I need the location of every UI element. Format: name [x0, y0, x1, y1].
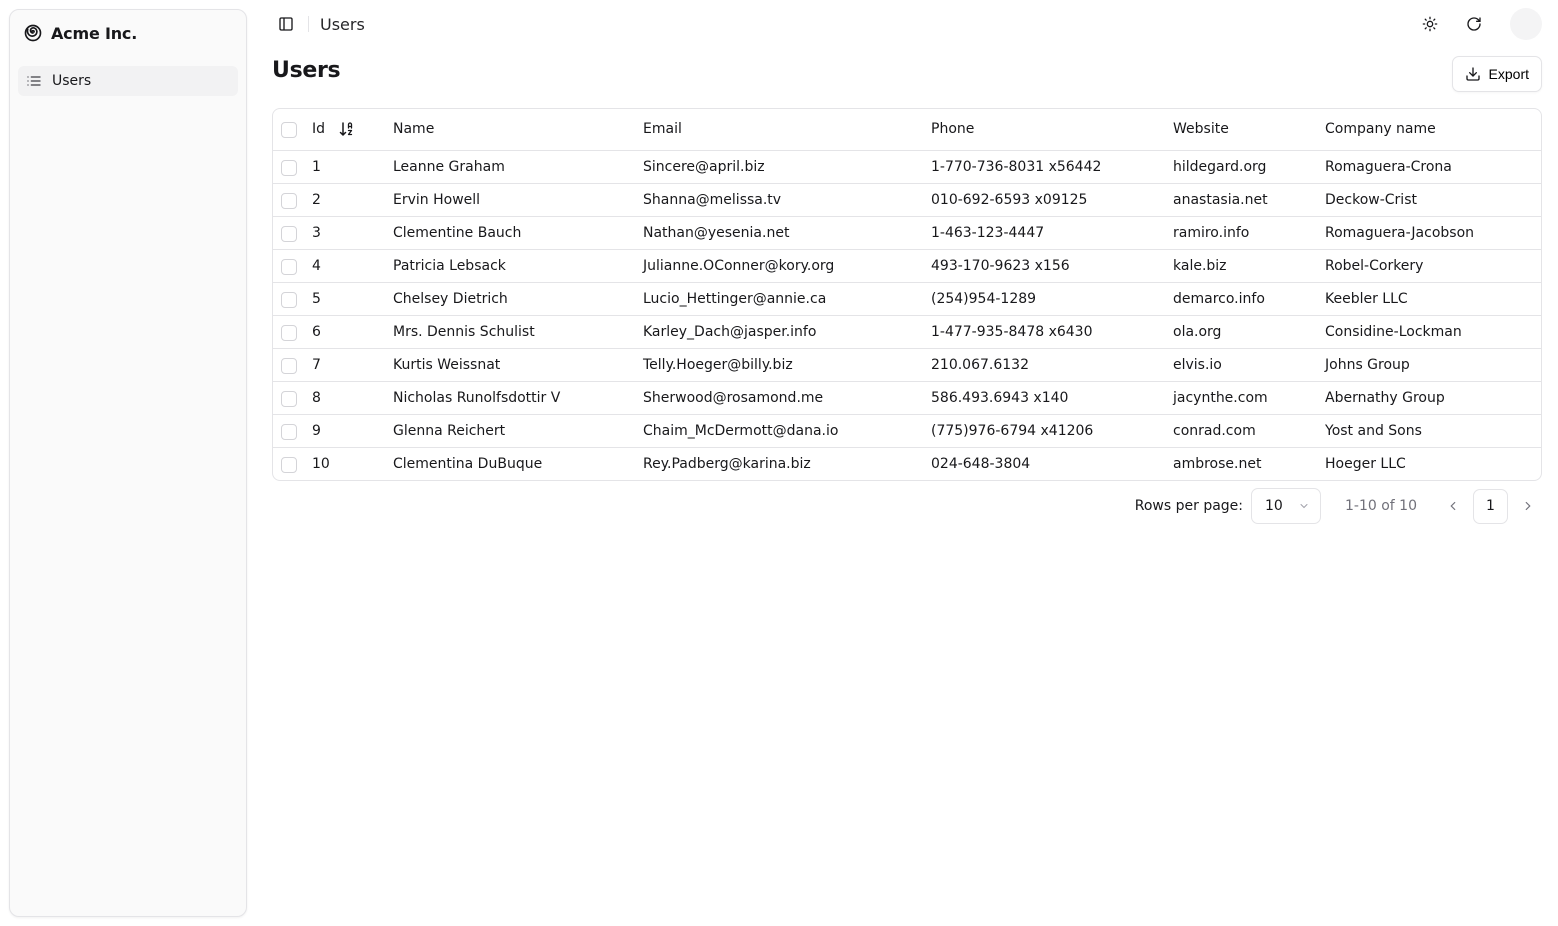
avatar[interactable] [1510, 8, 1542, 40]
cell-name: Patricia Lebsack [393, 257, 506, 274]
topbar-actions [1416, 8, 1542, 40]
cell-id: 9 [312, 422, 321, 439]
cell-website: demarco.info [1173, 290, 1265, 307]
download-icon [1465, 66, 1481, 82]
topbar [272, 8, 1542, 40]
breadcrumb: Users [320, 14, 365, 34]
cell-phone: 1-477-935-8478 x6430 [931, 323, 1093, 340]
previous-page-button[interactable] [1439, 492, 1467, 520]
cell-name: Leanne Graham [393, 158, 505, 175]
cell-phone: 586.493.6943 x140 [931, 389, 1069, 406]
cell-email: Rey.Padberg@karina.biz [643, 455, 811, 472]
theme-toggle-button[interactable] [1416, 10, 1444, 38]
cell-phone: 024-648-3804 [931, 455, 1031, 472]
sidebar-toggle-button[interactable] [272, 10, 300, 38]
rows-per-page-label: Rows per page: [1134, 498, 1244, 514]
cell-email: Telly.Hoeger@billy.biz [643, 356, 793, 373]
sidebar-item-label: Users [52, 73, 92, 89]
column-header-name[interactable]: Name [393, 121, 435, 138]
cell-website: ola.org [1173, 323, 1222, 340]
cell-phone: 1-770-736-8031 x56442 [931, 158, 1102, 175]
cell-name: Chelsey Dietrich [393, 290, 508, 307]
users-table [272, 108, 1542, 481]
table-header-row [273, 109, 1541, 150]
cell-website: ambrose.net [1173, 455, 1262, 472]
table-row[interactable] [273, 315, 1541, 348]
cell-phone: (254)954-1289 [931, 290, 1037, 307]
table-row[interactable] [273, 249, 1541, 282]
table-row[interactable] [273, 348, 1541, 381]
cell-company: Robel-Corkery [1325, 257, 1424, 274]
brand-name: Acme Inc. [51, 23, 138, 43]
export-button[interactable] [1452, 56, 1542, 92]
row-checkbox[interactable] [281, 424, 297, 440]
cell-company: Keebler LLC [1325, 290, 1408, 307]
sidebar-item-users[interactable] [18, 66, 238, 96]
cell-email: Shanna@melissa.tv [643, 191, 782, 208]
cell-phone: (775)976-6794 x41206 [931, 422, 1094, 439]
cell-company: Considine-Lockman [1325, 323, 1462, 340]
sidebar-nav [10, 66, 246, 96]
cell-id: 4 [312, 257, 321, 274]
refresh-button[interactable] [1460, 10, 1488, 38]
pagination [1135, 488, 1542, 524]
cell-phone: 493-170-9623 x156 [931, 257, 1070, 274]
column-header-phone[interactable]: Phone [931, 121, 975, 138]
cell-website: conrad.com [1173, 422, 1256, 439]
table-row[interactable] [273, 150, 1541, 183]
sun-icon [1422, 16, 1438, 32]
cell-email: Julianne.OConner@kory.org [643, 257, 835, 274]
cell-id: 1 [312, 158, 321, 175]
cell-email: Chaim_McDermott@dana.io [643, 422, 839, 439]
rows-per-page-select[interactable] [1251, 488, 1321, 524]
cell-company: Johns Group [1325, 356, 1410, 373]
rows-per-page-value: 10 [1265, 498, 1283, 514]
cell-company: Hoeger LLC [1325, 455, 1406, 472]
refresh-icon [1466, 16, 1482, 32]
brand [10, 10, 246, 56]
row-checkbox[interactable] [281, 160, 297, 176]
cell-name: Clementine Bauch [393, 224, 522, 241]
cell-name: Ervin Howell [393, 191, 481, 208]
sort-ascending-icon[interactable] [339, 121, 355, 137]
cell-id: 5 [312, 290, 321, 307]
column-header-email[interactable]: Email [643, 121, 682, 138]
column-header-id[interactable] [306, 109, 393, 150]
table-row[interactable] [273, 381, 1541, 414]
export-label: Export [1488, 66, 1529, 82]
cell-name: Glenna Reichert [393, 422, 506, 439]
cell-website: ramiro.info [1173, 224, 1250, 241]
cell-name: Clementina DuBuque [393, 455, 543, 472]
select-all-checkbox[interactable] [281, 122, 297, 138]
cell-email: Lucio_Hettinger@annie.ca [643, 290, 827, 307]
page-title: Users [272, 58, 341, 83]
chevron-down-icon [1298, 500, 1310, 512]
cell-id: 6 [312, 323, 321, 340]
cell-company: Abernathy Group [1325, 389, 1445, 406]
table-row[interactable] [273, 414, 1541, 447]
cell-website: elvis.io [1173, 356, 1222, 373]
cell-id: 2 [312, 191, 321, 208]
cell-name: Nicholas Runolfsdottir V [393, 389, 561, 406]
table-row[interactable] [273, 282, 1541, 315]
cell-website: hildegard.org [1173, 158, 1267, 175]
row-checkbox[interactable] [281, 325, 297, 341]
row-checkbox[interactable] [281, 358, 297, 374]
cell-phone: 1-463-123-4447 [931, 224, 1045, 241]
sidebar [9, 9, 247, 917]
row-checkbox[interactable] [281, 259, 297, 275]
cell-name: Kurtis Weissnat [393, 356, 501, 373]
cell-id: 8 [312, 389, 321, 406]
cell-company: Romaguera-Crona [1325, 158, 1452, 175]
cell-id: 10 [312, 455, 330, 472]
cell-company: Yost and Sons [1325, 422, 1422, 439]
cell-phone: 010-692-6593 x09125 [931, 191, 1088, 208]
chevron-left-icon [1446, 499, 1460, 513]
sidebar-toggle-icon [278, 16, 294, 32]
row-checkbox[interactable] [281, 457, 297, 473]
row-checkbox[interactable] [281, 391, 297, 407]
column-label: Id [312, 121, 326, 138]
column-header-company[interactable]: Company name [1325, 121, 1436, 138]
table-row[interactable] [273, 216, 1541, 249]
next-page-button[interactable] [1514, 492, 1542, 520]
cell-name: Mrs. Dennis Schulist [393, 323, 535, 340]
table-row[interactable] [273, 447, 1541, 480]
table-row[interactable] [273, 183, 1541, 216]
cell-phone: 210.067.6132 [931, 356, 1029, 373]
cell-id: 3 [312, 224, 321, 241]
page-button-current[interactable]: 1 [1473, 489, 1508, 524]
cell-email: Sherwood@rosamond.me [643, 389, 824, 406]
row-checkbox[interactable] [281, 193, 297, 209]
cell-website: kale.biz [1173, 257, 1227, 274]
cell-company: Romaguera-Jacobson [1325, 224, 1475, 241]
cell-company: Deckow-Crist [1325, 191, 1417, 208]
row-checkbox[interactable] [281, 292, 297, 308]
cell-email: Nathan@yesenia.net [643, 224, 790, 241]
column-header-website[interactable]: Website [1173, 121, 1229, 138]
cell-email: Sincere@april.biz [643, 158, 765, 175]
cell-website: anastasia.net [1173, 191, 1268, 208]
breadcrumb-divider [308, 16, 309, 32]
list-icon [26, 73, 42, 89]
spiral-logo-icon [24, 24, 42, 42]
page-range: 1-10 of 10 [1345, 498, 1417, 514]
cell-email: Karley_Dach@jasper.info [643, 323, 817, 340]
chevron-right-icon [1521, 499, 1535, 513]
row-checkbox[interactable] [281, 226, 297, 242]
cell-id: 7 [312, 356, 321, 373]
cell-website: jacynthe.com [1173, 389, 1268, 406]
